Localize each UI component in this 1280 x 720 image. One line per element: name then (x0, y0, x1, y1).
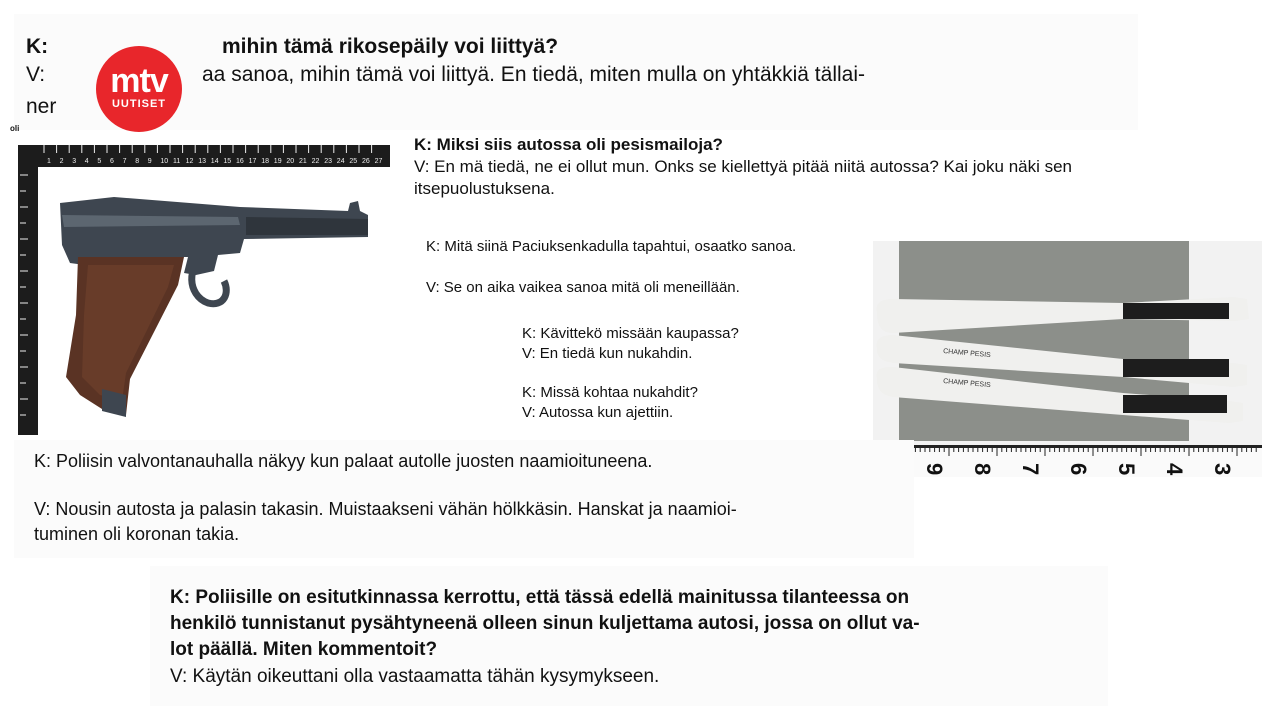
ruler-tick-label: 11 (173, 158, 181, 165)
bottom-question-line1: K: Poliisille on esitutkinnassa kerrottu, että tässä edellä mainitussa tilanteessa on (170, 587, 910, 608)
bats-photo (873, 241, 1262, 477)
ruler-tick-label: 16 (236, 158, 244, 165)
ruler-tick-label: 13 (198, 158, 206, 165)
ruler-tick-label: 6 (110, 158, 114, 165)
ruler-tick-label: 9 (922, 463, 947, 476)
ruler-tick-label: 8 (970, 463, 995, 476)
ruler-tick-label: 22 (311, 158, 320, 165)
street-answer: V: Se on aika vaikea sanoa mitä oli meneillään. (426, 279, 740, 296)
ruler-tick-label: 18 (261, 158, 269, 165)
pistol-photo (18, 145, 390, 435)
ruler-tick-label: 23 (324, 158, 332, 165)
sleep-question: K: Missä kohtaa nukahdit? (522, 384, 698, 401)
shop-question: K: Kävittekö missään kaupassa? (522, 325, 739, 342)
bottom-question-line2: henkilö tunnistanut pysähtyneenä olleen sinun kuljettama autosi, jossa on ollut va- (170, 613, 920, 634)
tiny-label: oli (10, 124, 20, 133)
ruler-tick-label: 26 (362, 158, 370, 165)
ruler-tick-label: 5 (97, 158, 102, 165)
top-answer-line1: aa sanoa, mihin tämä voi liittyä. En tiedä, miten mulla on yhtäkkiä tällai- (202, 63, 865, 86)
ruler-tick-label: 27 (374, 158, 383, 165)
ruler-tick-label: 3 (1210, 463, 1235, 476)
bat-label: CHAMP PESIS (942, 348, 991, 360)
bats-answer-line1: V: En mä tiedä, ne ei ollut mun. Onks se kiellettyä pitää niitä autossa? Kai joku näki sen (414, 157, 1073, 176)
bat-label: CHAMP PESIS (942, 378, 991, 390)
ruler-tick-label: 15 (223, 158, 232, 165)
ruler-tick-label: 17 (248, 158, 257, 165)
ruler-tick-label: 9 (147, 158, 152, 165)
ruler-tick-label: 21 (299, 158, 307, 165)
ruler-tick-label: 2 (59, 158, 64, 165)
ruler-tick-label: 3 (72, 158, 77, 165)
ruler-tick-label: 4 (1162, 463, 1187, 476)
street-question: K: Mitä siinä Paciuksenkadulla tapahtui, osaatko sanoa. (426, 238, 797, 255)
ruler-tick-label: 19 (273, 158, 282, 165)
ruler-tick-label: 6 (1066, 463, 1091, 476)
ruler-tick-label: 5 (1114, 463, 1139, 476)
bats-answer-line2: itsepuolustuksena. (414, 179, 555, 198)
bottom-answer: V: Käytän oikeuttani olla vastaamatta tähän kysymykseen. (170, 666, 660, 687)
shop-answer: V: En tiedä kun nukahdin. (522, 345, 693, 362)
ruler-tick-label: 25 (349, 158, 358, 165)
ruler-tick-label: 12 (185, 158, 194, 165)
sleep-answer: V: Autossa kun ajettiin. (522, 404, 674, 421)
ruler-tick-label: 1 (47, 158, 51, 165)
ruler-tick-label: 10 (160, 158, 169, 165)
surveillance-answer-line2: tuminen oli koronan takia. (34, 524, 240, 544)
mtv-uutiset-logo: mtv UUTISET (96, 46, 182, 132)
top-question: K: (26, 35, 49, 58)
ruler-tick-label: 7 (122, 158, 127, 165)
bottom-question-line3: lot päällä. Miten kommentoit? (170, 639, 438, 660)
surveillance-answer-line1: V: Nousin autosta ja palasin takasin. Muistaakseni vähän hölkkäsin. Hanskat ja naamioi- (34, 499, 737, 519)
top-question-text: mihin tämä rikosepäily voi liittyä? (222, 35, 559, 58)
ruler-tick-label: 20 (286, 158, 295, 165)
ruler-tick-label: 14 (210, 158, 219, 165)
ruler-tick-label: 7 (1018, 463, 1043, 476)
bats-question: K: Miksi siis autossa oli pesismailoja? (414, 135, 723, 154)
ruler-tick-label: 4 (84, 158, 89, 165)
ruler-tick-label: 8 (135, 158, 140, 165)
top-answer-line2: ner (26, 95, 57, 118)
top-answer-prefix: V: (26, 63, 46, 86)
ruler-tick-label: 24 (336, 158, 345, 165)
surveillance-question: K: Poliisin valvontanauhalla näkyy kun palaat autolle juosten naamioituneena. (34, 451, 653, 471)
